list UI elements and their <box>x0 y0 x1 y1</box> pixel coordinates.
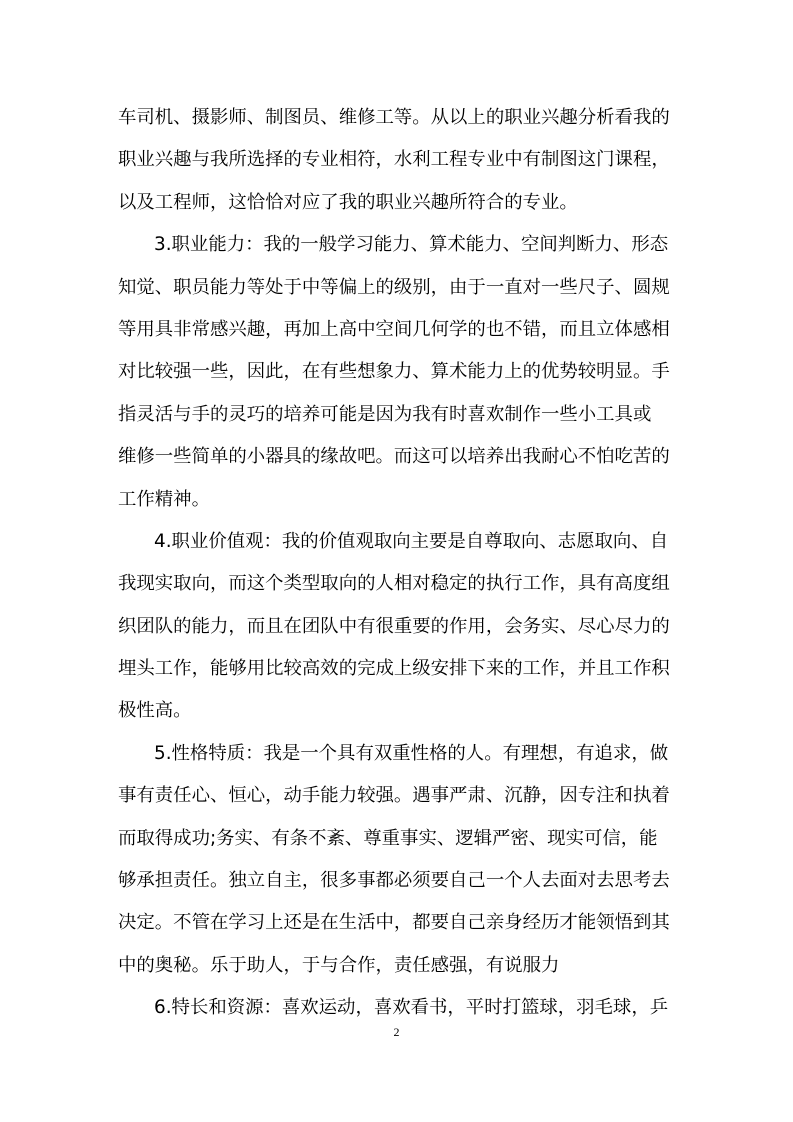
text-line: 以及工程师，这恰恰对应了我的职业兴趣所符合的专业。 <box>118 191 578 213</box>
text-line: 事有责任心、恒心，动手能力较强。遇事严肃、沉静，因专注和执着 <box>118 785 670 807</box>
paragraph-strengths-resources <box>118 987 680 1029</box>
text-line: 而取得成功;务实、有条不紊、尊重事实、逻辑严密、现实可信，能 <box>118 827 658 849</box>
text-line: 极性高。 <box>118 700 192 722</box>
text-line: 知觉、职员能力等处于中等偏上的级别，由于一直对一些尺子、圆规 <box>118 276 670 298</box>
text-line: 5.性格特质：我是一个具有双重性格的人。有理想，有追求，做 <box>154 742 669 764</box>
text-line: 职业兴趣与我所选择的专业相符，水利工程专业中有制图这门课程， <box>118 149 670 171</box>
paragraph-career-interest-continued <box>118 97 680 224</box>
text-line: 等用具非常感兴趣，再加上高中空间几何学的也不错，而且立体感相 <box>118 318 670 340</box>
text-line: 4.职业价值观：我的价值观取向主要是自尊取向、志愿取向、自 <box>154 530 669 552</box>
text-line: 维修一些简单的小器具的缘故吧。而这可以培养出我耐心不怕吃苦的 <box>118 446 670 468</box>
text-line: 够承担责任。独立自主，很多事都必须要自己一个人去面对去思考去 <box>118 870 670 892</box>
text-line: 埋头工作，能够用比较高效的完成上级安排下来的工作，并且工作积 <box>118 658 670 680</box>
paragraph-career-ability <box>118 224 680 521</box>
text-line: 工作精神。 <box>118 488 210 510</box>
text-line: 6.特长和资源：喜欢运动，喜欢看书，平时打篮球，羽毛球，乒 <box>154 997 669 1019</box>
text-line: 指灵活与手的灵巧的培养可能是因为我有时喜欢制作一些小工具或 <box>118 403 652 425</box>
document-body <box>118 97 680 1030</box>
page-number: 2 <box>393 1025 400 1039</box>
text-line: 对比较强一些，因此，在有些想象力、算术能力上的优势较明显。手 <box>118 361 670 383</box>
text-line: 3.职业能力：我的一般学习能力、算术能力、空间判断力、形态 <box>154 234 669 256</box>
paragraph-career-values <box>118 521 680 733</box>
text-line: 中的奥秘。乐于助人，于与合作，责任感强，有说服力 <box>118 954 560 976</box>
text-line: 我现实取向，而这个类型取向的人相对稳定的执行工作，具有高度组 <box>118 573 670 595</box>
text-line: 织团队的能力，而且在团队中有很重要的作用，会务实、尽心尽力的 <box>118 615 670 637</box>
text-line: 决定。不管在学习上还是在生活中，都要自己亲身经历才能领悟到其 <box>118 912 670 934</box>
paragraph-personality-traits <box>118 733 680 987</box>
text-line: 车司机、摄影师、制图员、维修工等。从以上的职业兴趣分析看我的 <box>118 107 670 128</box>
